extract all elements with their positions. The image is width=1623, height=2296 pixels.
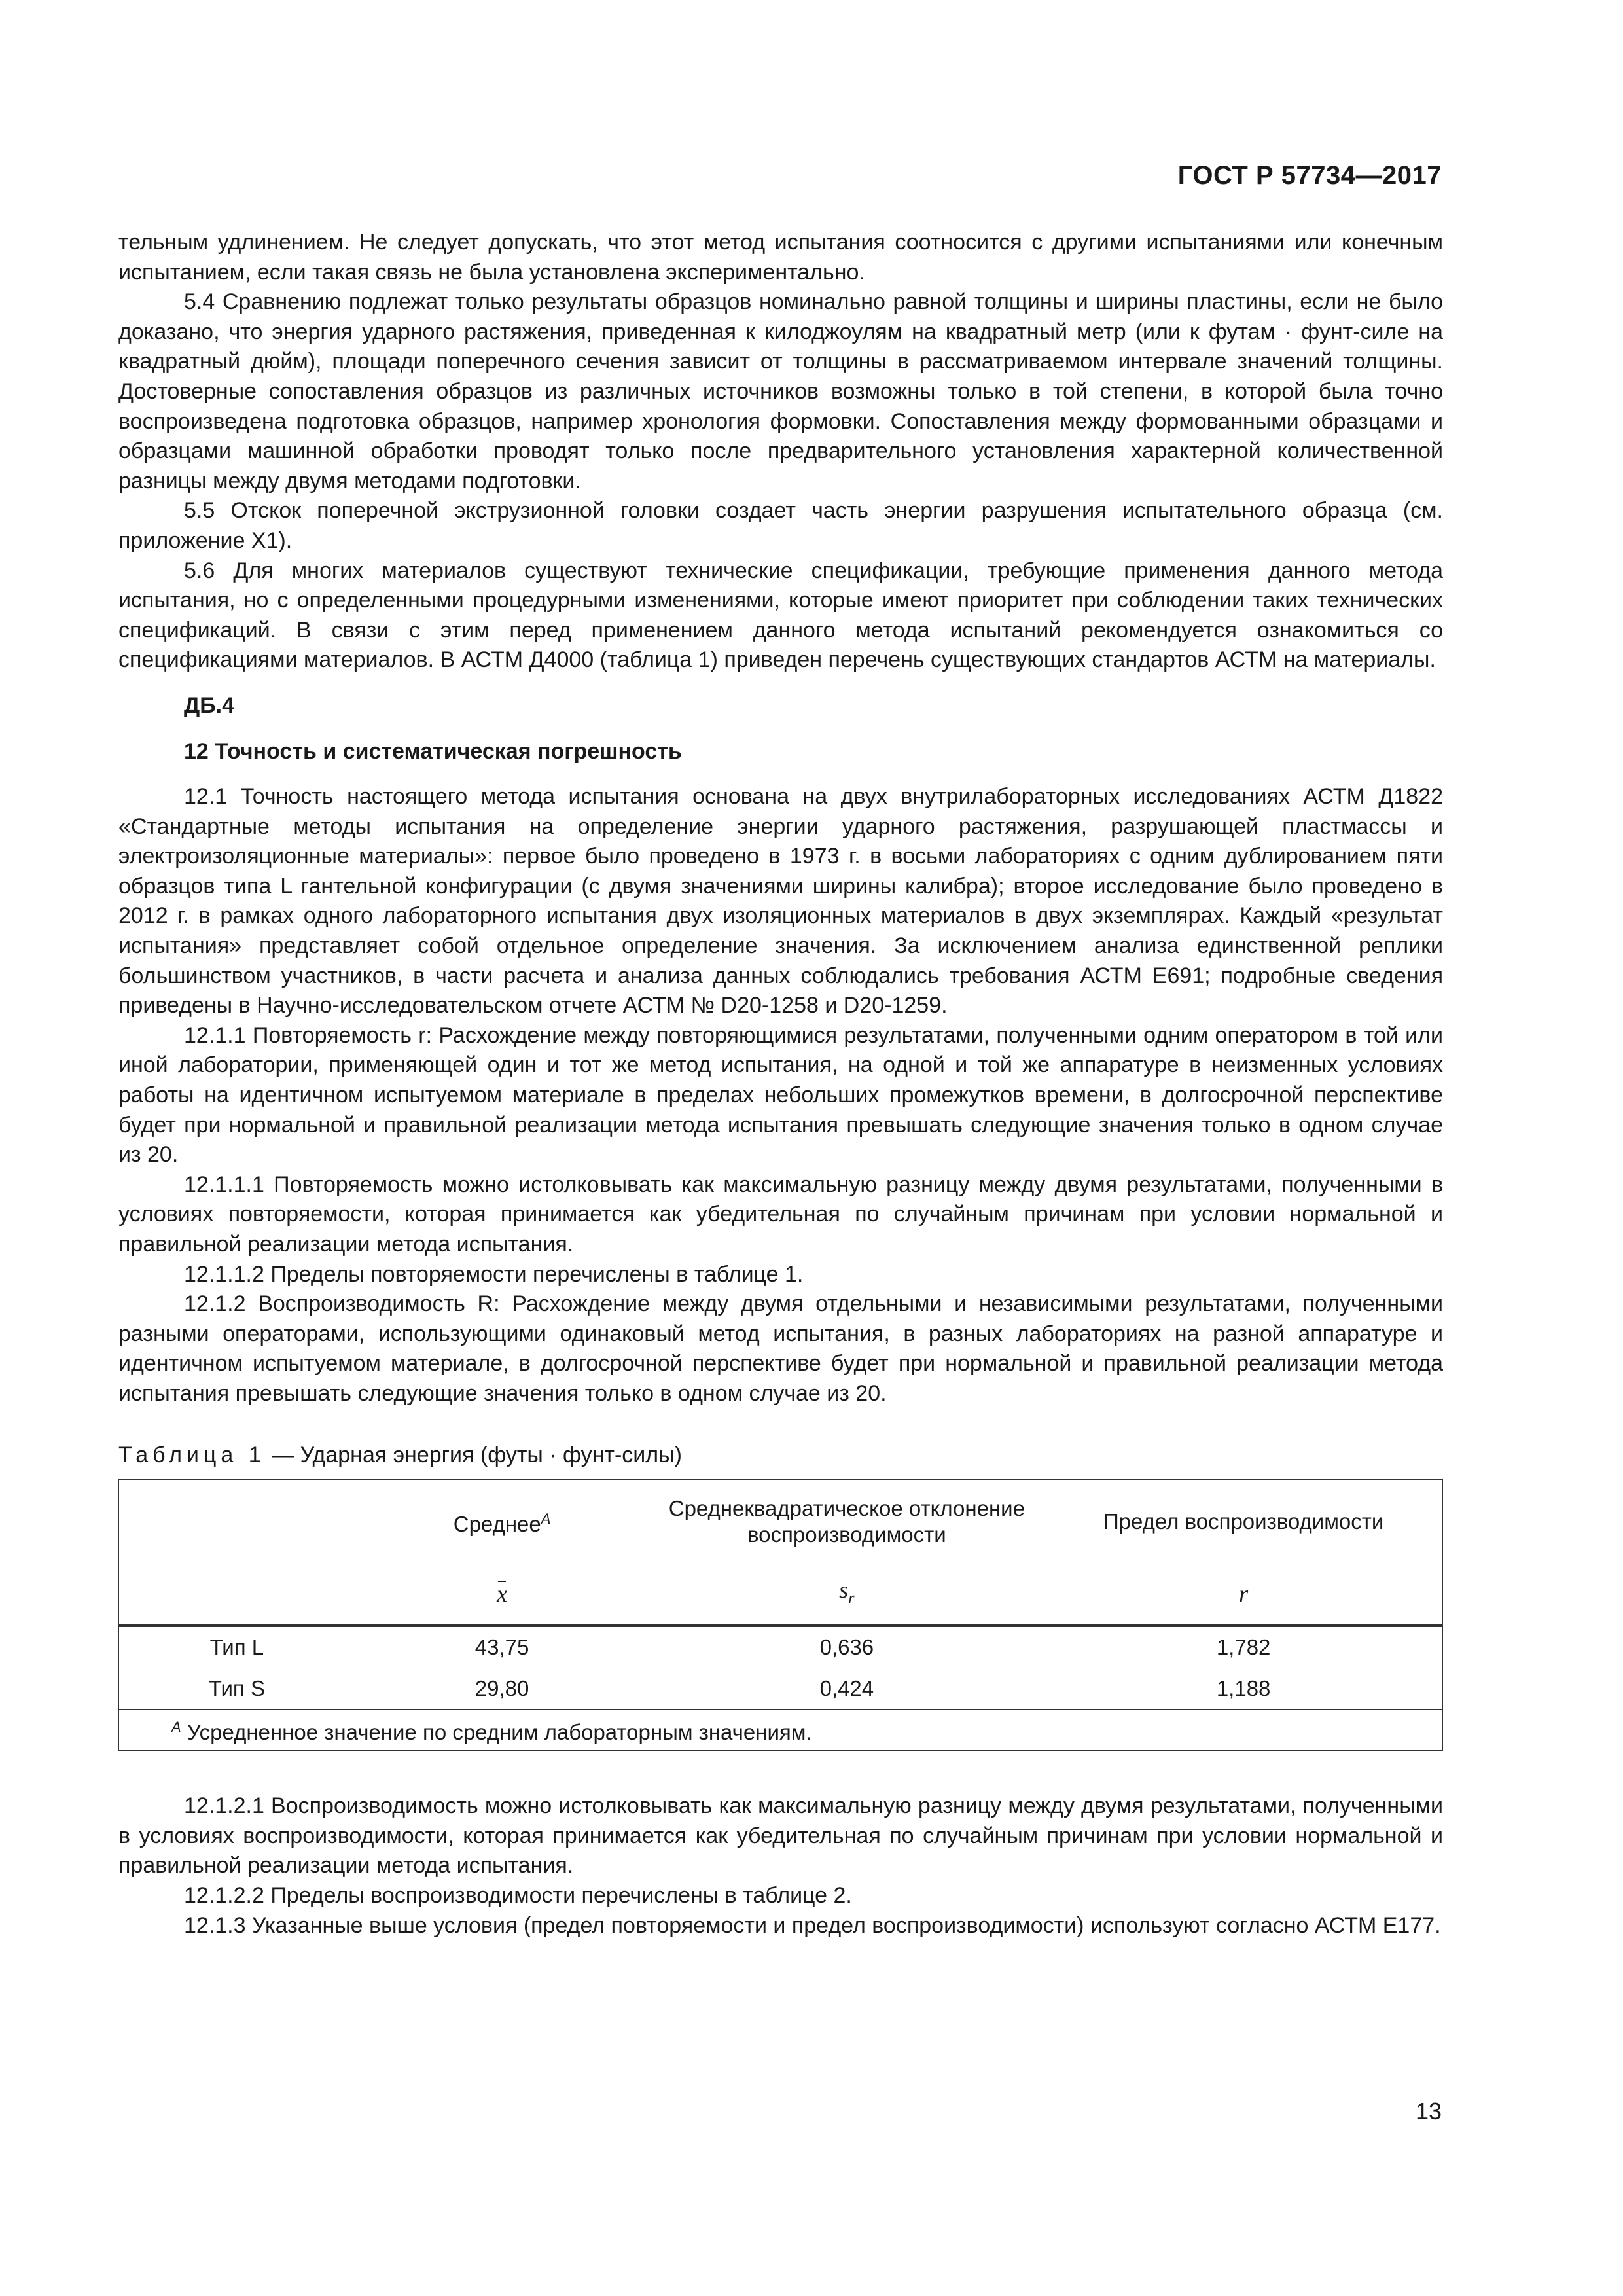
table-symbol-row [119, 1564, 1443, 1626]
paragraph-12-1-3: 12.1.3 Указанные выше условия (предел повторяемости и предел воспроизводимости) используют согласно АСТМ Е177. [184, 1912, 1441, 1938]
symbol-x-bar: x [497, 1579, 507, 1609]
document-header-standard-id: ГОСТ Р 57734—2017 [1177, 161, 1442, 190]
paragraph-12-1-1: 12.1.1 Повторяемость r: Расхождение между повторяющимися результатами, полученными одним оператором в той или иной лаборатории, применяющей один и тот же метод испытания, на одной и той же аппаратуре в неизменных условиях работы на идентичном испытуемом материале в пределах небольших промежутков времени, в долгосрочной перспективе будет при нормальной и правильной реализации метода испытания превышать следующие значения только в одном случае из 20. [118, 1022, 1443, 1168]
table-caption-prefix: Таблица 1 [118, 1442, 266, 1467]
footnote-text: Усредненное значение по средним лабораторным значениям. [181, 1720, 812, 1745]
impact-energy-table [118, 1479, 1443, 1751]
header-cell-limit: Предел воспроизводимости [1044, 1480, 1443, 1564]
paragraph-5-4: 5.4 Сравнению подлежат только результаты образцов номинально равной толщины и ширины пластины, если не было доказано, что энергия ударного растяжения, приведенная к килоджоулям на квадратный метр (или к футам · фунт-силе на квадратный дюйм), площади поперечного сечения зависит от толщины в рассматриваемом интервале значений толщины. Достоверные сопоставления образцов из различных источников возможны только в той степени, в которой была точно воспроизведена подготовка образцов, например хронология формовки. Сопоставления между формованными образцами и образцами машинной обработки проводят только после предварительного установления характерной количественной разницы между двумя методами подготовки. [118, 289, 1443, 493]
table-row [119, 1626, 1443, 1668]
paragraph-12-1: 12.1 Точность настоящего метода испытания основана на двух внутрилабораторных исследованиях АСТМ Д1822 «Стандартные методы испытания на определение энергии ударного растяжения, разрушающей пластмассы и электроизоляционные материалы»: первое было проведено в 1973 г. в восьми лабораториях с одним дублированием пяти образцов типа L гантельной конфигурации (с двумя значениями ширины калибра); второе исследование было проведено в 2012 г. в рамках одного лабораторного испытания двух изоляционных материалов в двух экземплярах. Каждый «результат испытания» представляет собой отдельное определение значения. За исключением анализа единственной реплики большинством участников, в части расчета и анализа данных соблюдались требования АСТМ Е691; подробные сведения приведены в Научно-исследовательском отчете АСТМ № D20-1258 и D20-1259. [118, 784, 1443, 1018]
cell-mean-type-s: 29,80 [355, 1668, 649, 1710]
symbol-cell-empty [119, 1564, 355, 1626]
symbol-s: s [839, 1576, 849, 1603]
table-caption-text: — Ударная энергия (футы · фунт-силы) [265, 1442, 682, 1467]
paragraph-12-1-2: 12.1.2 Воспроизводимость R: Расхождение между двумя отдельными и независимыми результатами, полученными разными операторами, использующими одинаковый метод испытания, в разных лабораториях на разной аппаратуре и идентичном испытуемом материале, в долгосрочной перспективе будет при нормальной и правильной реализации метода испытания превышать следующие значения только в одном случае из 20. [118, 1291, 1443, 1406]
paragraph-12-1-1-1: 12.1.1.1 Повторяемость можно истолковывать как максимальную разницу между двумя результатами, полученными в условиях повторяемости, которая принимается как убедительная по случайным причинам при условии нормальной и правильной реализации метода испытания. [118, 1172, 1443, 1257]
paragraph-12-1-2-2: 12.1.2.2 Пределы воспроизводимости перечислены в таблице 2. [184, 1882, 852, 1908]
symbol-cell-std-dev [649, 1564, 1044, 1626]
header-cell-std-dev: Среднеквадратическое отклонение воспроизводимости [649, 1480, 1044, 1564]
symbol-s-subscript: r [848, 1589, 855, 1607]
cell-limit-type-l: 1,782 [1044, 1626, 1443, 1668]
paragraph-5-6: 5.6 Для многих материалов существуют технические спецификации, требующие применения данного метода испытания, но с определенными процедурными изменениями, которые имеют приоритет при соблюдении таких технических спецификаций. В связи с этим перед применением данного метода испытаний рекомендуется ознакомиться со спецификациями материалов. В АСТМ Д4000 (таблица 1) приведен перечень существующих стандартов АСТМ на материалы. [118, 558, 1443, 673]
table-row [119, 1668, 1443, 1710]
page-content [118, 228, 1443, 1941]
table-header-row [119, 1480, 1443, 1564]
paragraph-12-1-1-2: 12.1.1.2 Пределы повторяемости перечислены в таблице 1. [184, 1261, 804, 1287]
symbol-cell-mean [355, 1564, 649, 1626]
symbol-cell-limit: r [1044, 1564, 1443, 1626]
section-label: ДБ.4 [184, 692, 235, 718]
header-footnote-mark: A [541, 1511, 551, 1528]
section-title: 12 Точность и систематическая погрешность [184, 738, 682, 764]
cell-limit-type-s: 1,188 [1044, 1668, 1443, 1710]
footnote-mark: A [171, 1719, 181, 1736]
header-cell-empty [119, 1480, 355, 1564]
paragraph-5-5: 5.5 Отскок поперечной экструзионной головки создает часть энергии разрушения испытательного образца (см. приложение X1). [118, 498, 1443, 553]
page-number: 13 [1415, 2098, 1442, 2125]
cell-std-dev-type-l: 0,636 [649, 1626, 1044, 1668]
row-label-type-s: Тип S [119, 1668, 355, 1710]
row-label-type-l: Тип L [119, 1626, 355, 1668]
header-cell-mean [355, 1480, 649, 1564]
paragraph-12-1-2-1: 12.1.2.1 Воспроизводимость можно истолковывать как максимальную разницу между двумя результатами, полученными в условиях воспроизводимости, которая принимается как убедительная по случайным причинам при условии нормальной и правильной реализации метода испытания. [118, 1793, 1443, 1878]
table-footnote [119, 1710, 1443, 1751]
table-caption [118, 1441, 1443, 1471]
header-mean-label: Среднее [453, 1512, 541, 1537]
cell-mean-type-l: 43,75 [355, 1626, 649, 1668]
cell-std-dev-type-s: 0,424 [649, 1668, 1044, 1710]
table-footnote-row [119, 1710, 1443, 1751]
paragraph-continuation: тельным удлинением. Не следует допускать, что этот метод испытания соотносится с другими испытаниями или конечным испытанием, если такая связь не была установлена экспериментально. [118, 230, 1443, 285]
